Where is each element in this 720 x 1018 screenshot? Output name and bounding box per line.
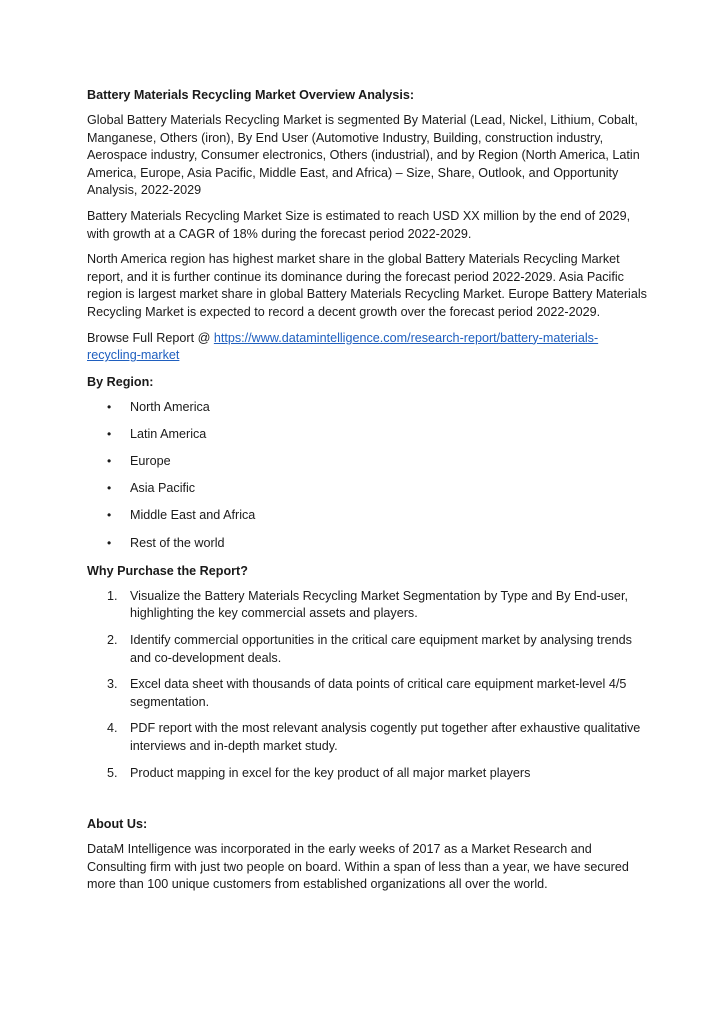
item-text: Excel data sheet with thousands of data points of critical care equipment market-level 4/5 segmentation. (130, 677, 627, 709)
bullet-icon: • (107, 454, 112, 469)
list-item (87, 720, 647, 755)
list-item (87, 765, 647, 783)
bullet-icon: • (107, 535, 112, 550)
overview-paragraph-market-size: Battery Materials Recycling Market Size is estimated to reach USD XX million by the end of 2029, with growth at a CAGR of 18% during the forecast period 2022-2029. (87, 208, 631, 241)
region-name: Rest of the world (130, 535, 225, 550)
bullet-icon: • (107, 481, 112, 496)
why-purchase-list (87, 588, 647, 782)
about-paragraph: DataM Intelligence was incorporated in the early weeks of 2017 as a Market Research and Consulting firm with just two people on board. Within a span of less than a year, we have secured more than 100 unique customers from established organizations all over the world. (87, 842, 629, 892)
region-name: Europe (130, 454, 171, 469)
why-purchase-heading: Why Purchase the Report? (87, 563, 248, 578)
item-number: 5. (107, 765, 118, 780)
region-name: Latin America (130, 426, 207, 441)
overview-paragraph-regional-share: North America region has highest market share in the global Battery Materials Recycling Market report, and it is further continue its dominance during the forecast period 2022-2029. Asia Pacific region is largest market share in global Battery Materials Recycling Market. Europe Battery Materials Recycling Market is expected to record a decent growth over the forecast period 2022-2029. (87, 252, 647, 319)
list-item (87, 399, 647, 417)
section-spacer (87, 791, 647, 815)
bullet-icon: • (107, 399, 112, 414)
region-name: North America (130, 399, 210, 414)
list-item (87, 480, 647, 498)
bullet-icon: • (107, 426, 112, 441)
about-heading: About Us: (87, 817, 148, 832)
list-item (87, 426, 647, 444)
full-report-link[interactable]: https://www.datamintelligence.com/research-report/battery-materials-recycling-market (87, 330, 599, 363)
item-text: Identify commercial opportunities in the critical care equipment market by analysing trends and co-development deals. (130, 633, 632, 665)
region-name: Asia Pacific (130, 481, 196, 496)
region-name: Middle East and Africa (130, 508, 256, 523)
list-item (87, 453, 647, 471)
item-number: 3. (107, 677, 118, 692)
document-page (87, 86, 647, 902)
item-number: 2. (107, 633, 118, 648)
item-text: Product mapping in excel for the key product of all major market players (130, 765, 531, 780)
overview-paragraph-segmentation: Global Battery Materials Recycling Market is segmented By Material (Lead, Nickel, Lithium, Cobalt, Manganese, Others (iron), By End User (Automotive Industry, Building, construction industry, Aerospace industry, Consumer electronics, Others (industrial), and by Region (North America, Latin America, Europe, Asia Pacific, Middle East, and Africa) – Size, Share, Outlook, and Opportunity Analysis, 2022-2029 (87, 113, 640, 198)
item-text: PDF report with the most relevant analysis cogently put together after exhaustive qualitative interviews and in-depth market study. (130, 721, 641, 753)
region-heading: By Region: (87, 374, 154, 389)
list-item (87, 588, 647, 623)
region-list (87, 399, 647, 553)
browse-report-line (87, 330, 647, 365)
item-number: 1. (107, 588, 118, 603)
browse-report-label: Browse Full Report @ (87, 330, 214, 345)
item-text: Visualize the Battery Materials Recycling Market Segmentation by Type and By End-user, highlighting the key commercial assets and players. (130, 588, 628, 621)
item-number: 4. (107, 721, 118, 736)
list-item (87, 632, 647, 667)
list-item (87, 507, 647, 525)
overview-heading: Battery Materials Recycling Market Overview Analysis: (87, 88, 415, 102)
list-item (87, 535, 647, 553)
bullet-icon: • (107, 508, 112, 523)
list-item (87, 676, 647, 711)
